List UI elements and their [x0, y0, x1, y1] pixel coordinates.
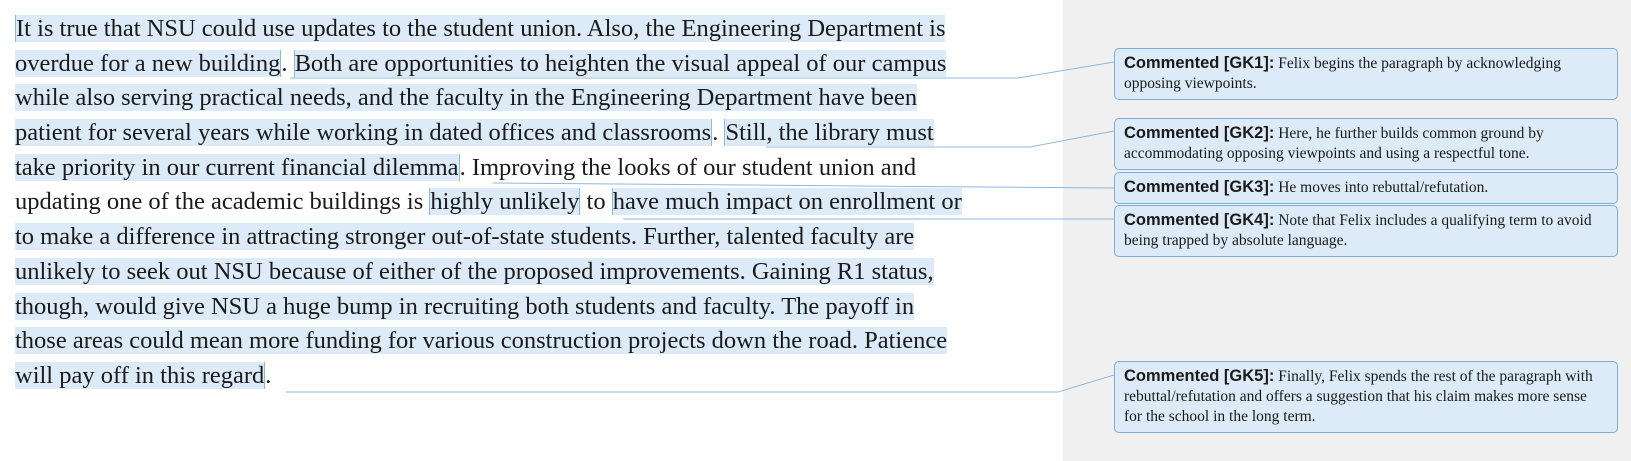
commented-text-highlight[interactable]: to make a difference in attracting stronger out-of-state students. Further, talented faculty are — [15, 223, 915, 251]
text-line — [15, 12, 1055, 47]
commented-text-highlight[interactable]: It is true that NSU could use updates to the student union. Also, the Engineering Department is — [16, 15, 946, 42]
text-line — [15, 359, 1055, 394]
text-line — [15, 47, 1055, 82]
comment-gk3[interactable] — [1114, 172, 1618, 204]
comment-author-label: Commented [GK5]: — [1124, 367, 1275, 385]
text-line — [15, 324, 1055, 359]
text-line — [15, 151, 1055, 186]
text-line — [15, 220, 1055, 255]
text-run: . — [281, 49, 294, 77]
comment-gk4[interactable] — [1114, 205, 1618, 257]
commented-text-highlight[interactable]: unlikely to seek out NSU because of either of the proposed improvements. Gaining R1 status, — [15, 257, 934, 285]
text-line — [15, 290, 1055, 325]
commented-text-highlight[interactable]: will pay off in this regard — [15, 361, 265, 389]
commented-text-highlight[interactable]: Still, the library must — [725, 119, 934, 147]
comment-author-label: Commented [GK2]: — [1124, 124, 1275, 142]
text-run: . Improving the looks of our student union and — [459, 153, 917, 181]
commented-text-highlight[interactable]: take priority in our current financial dilemma — [15, 153, 459, 181]
commented-text-highlight[interactable]: Both are opportunities to heighten the visual appeal of our campus — [294, 49, 947, 77]
commented-text-highlight[interactable]: overdue for a new building — [15, 49, 281, 77]
text-line — [15, 185, 1055, 220]
commented-text-highlight[interactable]: highly unlikely — [430, 188, 580, 216]
text-run: to — [580, 188, 612, 216]
text-run: . — [712, 119, 725, 147]
text-line — [15, 116, 1055, 151]
comment-author-label: Commented [GK4]: — [1124, 211, 1275, 229]
text-line — [15, 81, 1055, 116]
comment-text: Finally, Felix spends the rest of the paragraph with rebuttal/refutation and offers a suggestion that his claim makes more sense for the school in the long term. — [1124, 368, 1593, 425]
comment-gk1[interactable] — [1114, 48, 1618, 100]
commented-text-highlight[interactable]: have much impact on enrollment or — [612, 188, 962, 216]
commented-text-highlight[interactable]: though, would give NSU a huge bump in recruiting both students and faculty. The payoff in — [15, 292, 915, 320]
comment-text: Felix begins the paragraph by acknowledging opposing viewpoints. — [1124, 55, 1562, 92]
text-line — [15, 255, 1055, 290]
comment-text: He moves into rebuttal/refutation. — [1274, 179, 1489, 196]
commented-text-highlight[interactable]: those areas could mean more funding for various construction projects down the road. Patience — [15, 327, 948, 355]
text-run: updating one of the academic buildings is — [15, 188, 430, 216]
text-run: . — [265, 361, 272, 389]
comment-author-label: Commented [GK3]: — [1124, 178, 1275, 196]
comment-gk2[interactable] — [1114, 118, 1618, 170]
commented-text-highlight[interactable]: while also serving practical needs, and the faculty in the Engineering Department have been — [15, 84, 918, 112]
comment-gk5[interactable] — [1114, 361, 1618, 433]
comment-text: Here, he further builds common ground by accommodating opposing viewpoints and using a respectful tone. — [1124, 125, 1544, 162]
comment-author-label: Commented [GK1]: — [1124, 54, 1275, 72]
comment-text: Note that Felix includes a qualifying term to avoid being trapped by absolute language. — [1124, 212, 1592, 249]
body-paragraph[interactable] — [15, 12, 1055, 394]
commented-text-highlight[interactable]: patient for several years while working in dated offices and classrooms — [15, 119, 712, 147]
